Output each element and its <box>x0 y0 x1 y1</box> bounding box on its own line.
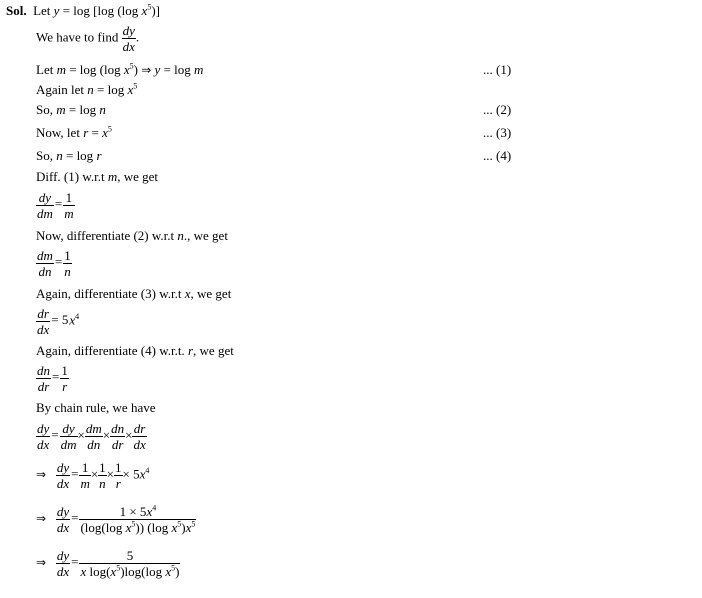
let-n-line: Again let $n = \log x^5$ <box>36 81 138 97</box>
implies-icon: ⇒ <box>36 511 47 526</box>
let-m-line: Let m = log (log $x^5$) ⇒ y = log m <box>36 61 204 77</box>
let-r-line: Now, let $r = x^5$ <box>36 124 112 140</box>
find-line: We have to find $\frac{dy}{dx}$ . <box>36 23 140 54</box>
equation-ref-1: ... (1) <box>483 62 512 77</box>
expanded-equation: ⇒ $\frac{dy}{dx}$ = $\frac{1 \times 5x^4}{(\log(\log x^5)) (\log x^5)x^5}$ <box>36 503 196 535</box>
equation-ref-4: ... (4) <box>483 148 512 163</box>
fraction-dy-dx: $\frac{dy}{dx}$ <box>122 23 135 54</box>
sol-label: Sol. <box>6 3 27 18</box>
implies-icon: ⇒ <box>36 467 47 482</box>
implies-icon: ⇒ <box>36 555 47 570</box>
implies-icon: ⇒ <box>141 63 152 77</box>
derivative-dn-dr: $\frac{dn}{dr}$ = $\frac{1}{r}$ <box>37 363 68 394</box>
diff-2-line: Now, differentiate (2) w.r.t n., we get <box>36 228 228 243</box>
chain-rule-line: By chain rule, we have <box>36 400 156 415</box>
so-m-line: So, m = log n <box>36 102 106 117</box>
chain-rule-equation: $\frac{dy}{dx}$ = $\frac{dy}{dm}$ × $\frac{dm}{dn}$ × $\frac{dn}{dr}$ × $\frac{dr}{dx}$ <box>37 421 146 452</box>
equation-ref-3: ... (3) <box>483 125 512 140</box>
solution-line-1: Sol. Let y = log [log (log $x^5$)] <box>6 2 160 18</box>
final-equation: ⇒ $\frac{dy}{dx}$ = $\frac{5}{x \log(x^5)\log(\log x^5)}$ <box>36 548 180 579</box>
substitution-equation: ⇒ $\frac{dy}{dx}$ = $\frac{1}{m}$ × $\frac{1}{n}$ × $\frac{1}{r}$ × $5x^4$ <box>36 460 150 491</box>
derivative-dm-dn: $\frac{dm}{dn}$ = $\frac{1}{n}$ <box>37 248 71 279</box>
equation-ref-2: ... (2) <box>483 102 512 117</box>
diff-3-line: Again, differentiate (3) w.r.t x, we get <box>36 286 232 301</box>
diff-1-line: Diff. (1) w.r.t m, we get <box>36 169 159 184</box>
derivative-dr-dx: $\frac{dr}{dx}$ = $5x^4$ <box>37 306 80 337</box>
diff-4-line: Again, differentiate (4) w.r.t. r, we get <box>36 343 234 358</box>
so-n-line: So, n = log r <box>36 148 102 163</box>
derivative-dy-dm: $\frac{dy}{dm}$ = $\frac{1}{m}$ <box>37 190 74 221</box>
